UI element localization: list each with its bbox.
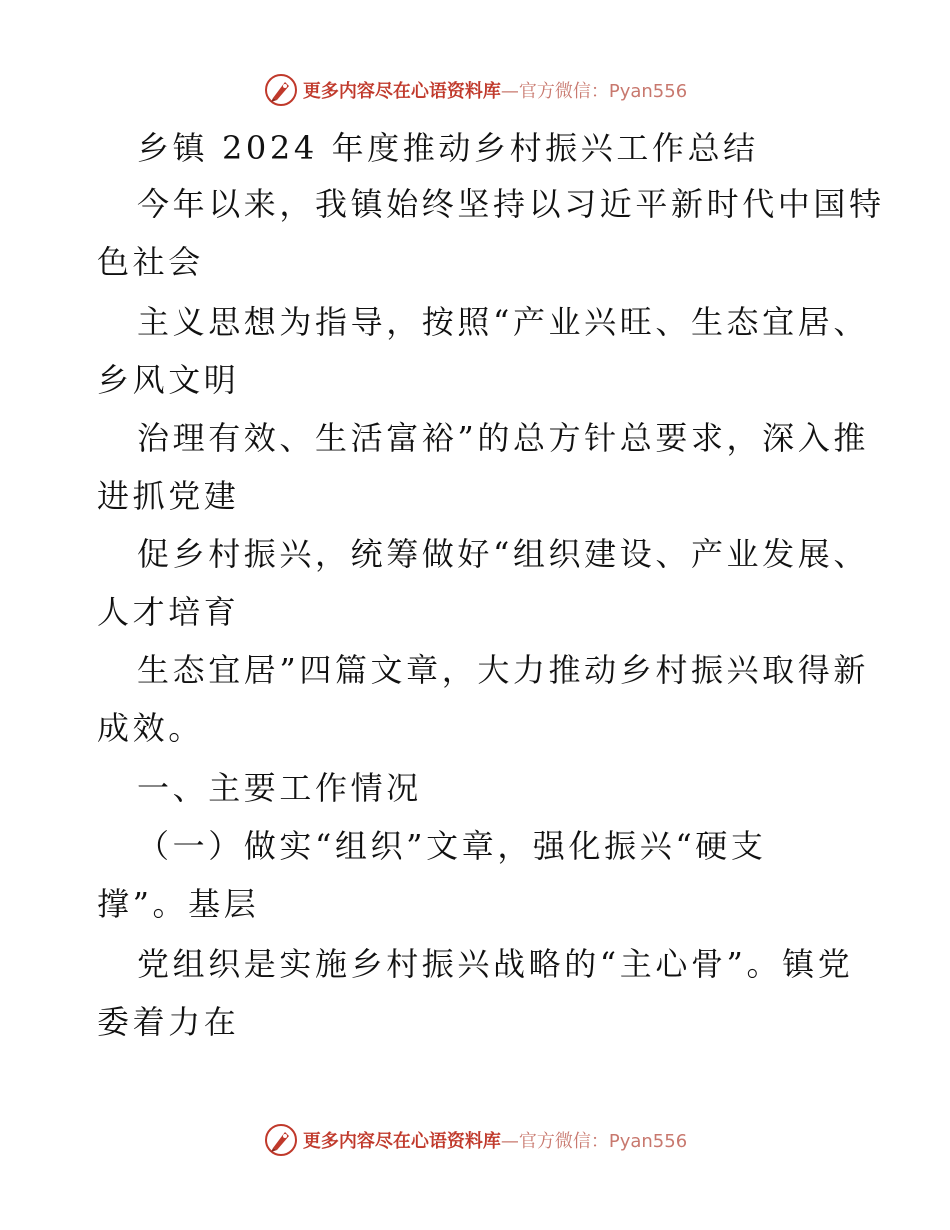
paragraph-line: 主义思想为指导，按照“产业兴旺、生态宜居、 xyxy=(137,303,869,341)
header-watermark-banner xyxy=(0,70,950,110)
header-watermark-sep: — xyxy=(500,81,519,102)
header-watermark-tail: 官方微信：Pyan556 xyxy=(518,81,688,102)
paragraph-line: 乡风文明 xyxy=(97,361,240,399)
paragraph-line: 人才培育 xyxy=(97,593,240,631)
paragraph-line: 成效。 xyxy=(97,709,204,747)
footer-watermark-text xyxy=(303,1127,687,1153)
footer-watermark-sep: — xyxy=(500,1131,519,1152)
document-title: 乡镇 2024 年度推动乡村振兴工作总结 xyxy=(137,129,759,167)
paragraph-line: 治理有效、生活富裕”的总方针总要求，深入推 xyxy=(137,419,869,457)
footer-watermark-tail: 官方微信：Pyan556 xyxy=(518,1131,688,1152)
paragraph-line: 党组织是实施乡村振兴战略的“主心骨”。镇党 xyxy=(137,945,854,983)
footer-watermark-main: 更多内容尽在心语资料库 xyxy=(302,1131,501,1152)
paragraph-line: 撑”。基层 xyxy=(97,885,260,923)
paragraph-line: 生态宜居”四篇文章，大力推动乡村振兴取得新 xyxy=(137,651,869,689)
paragraph-line: 委着力在 xyxy=(97,1003,240,1041)
paragraph-line: 色社会 xyxy=(97,243,204,281)
paragraph-line: 促乡村振兴，统筹做好“组织建设、产业发展、 xyxy=(137,535,869,573)
footer-watermark-banner xyxy=(0,1120,950,1160)
header-watermark-main: 更多内容尽在心语资料库 xyxy=(302,81,501,102)
paragraph-line: 今年以来，我镇始终坚持以习近平新时代中国特 xyxy=(137,185,885,223)
pen-nib-logo-icon xyxy=(263,72,299,108)
header-watermark-text xyxy=(303,77,687,103)
subsection-heading: （一）做实“组织”文章，强化振兴“硬支 xyxy=(137,827,767,865)
pen-nib-logo-icon xyxy=(263,1122,299,1158)
section-heading: 一、主要工作情况 xyxy=(137,769,422,807)
paragraph-line: 进抓党建 xyxy=(97,477,240,515)
